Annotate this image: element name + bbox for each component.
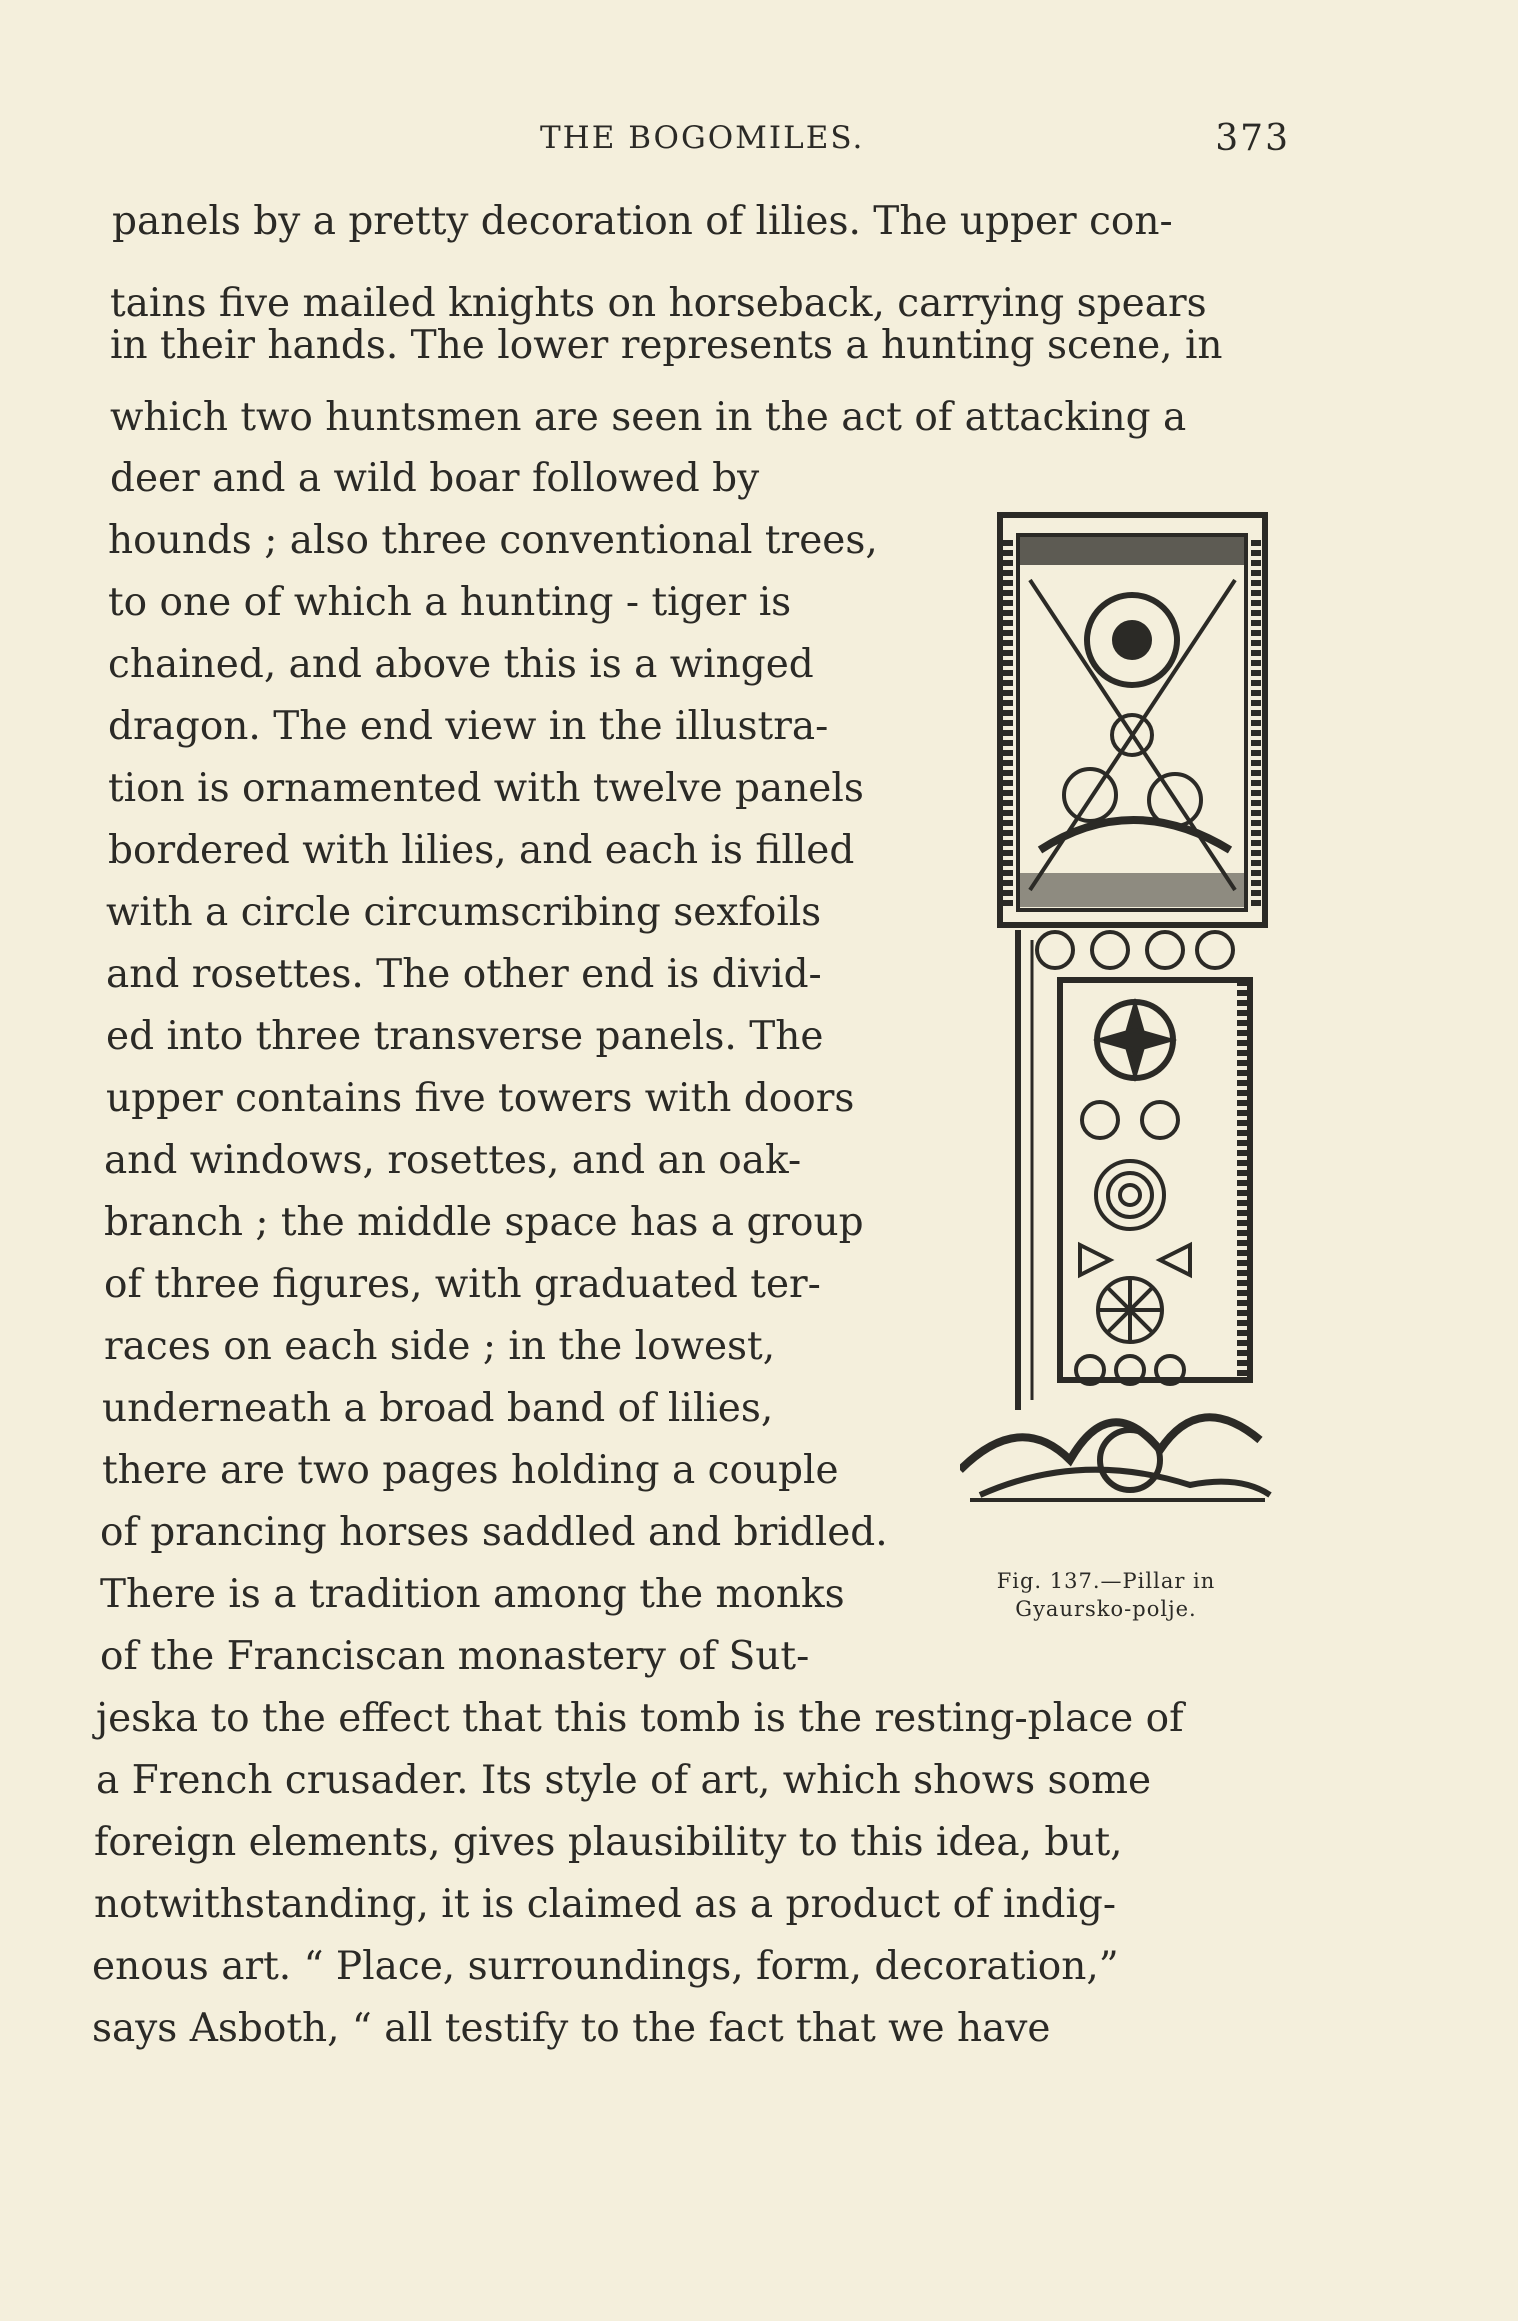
text-line: of prancing horses saddled and bridled.: [100, 1510, 888, 1555]
lower-band: [1020, 875, 1246, 905]
text-line: which two huntsmen are seen in the act of attacking a: [110, 395, 1187, 440]
triangle-ornament: [1080, 1245, 1110, 1275]
triangle-ornament: [1160, 1245, 1190, 1275]
rosette-circle: [1082, 1102, 1118, 1138]
rosette-circle: [1147, 932, 1183, 968]
rosette-circle: [1092, 932, 1128, 968]
text-line: notwithstanding, it is claimed as a product of indig-: [94, 1882, 1117, 1927]
text-line: enous art. “ Place, surroundings, form, decoration,”: [92, 1944, 1119, 1989]
pillar-engraving: [960, 510, 1280, 1510]
spiral-circle: [1120, 1185, 1140, 1205]
compass-star-point: [1100, 1030, 1170, 1050]
base-foliage: [960, 1417, 1260, 1470]
text-line: tion is ornamented with twelve panels: [108, 766, 864, 811]
pillar-illustration: [960, 510, 1280, 1510]
text-line: upper contains five towers with doors: [106, 1076, 855, 1121]
text-line: with a circle circumscribing sexfoils: [106, 890, 822, 935]
text-line: races on each side ; in the lowest,: [104, 1324, 776, 1369]
rosette-circle: [1037, 932, 1073, 968]
spiral-circle: [1108, 1173, 1152, 1217]
caption-line-2: Gyaursko-polje.: [1015, 1597, 1197, 1621]
text-line: and rosettes. The other end is divid-: [106, 952, 822, 997]
text-line: says Asboth, “ all testify to the fact that we have: [92, 2006, 1051, 2051]
lily-band: [1040, 820, 1230, 850]
text-line: panels by a pretty decoration of lilies. The upper con-: [112, 199, 1173, 244]
running-head: THE BOGOMILES.: [540, 120, 865, 156]
caption-line-1: Fig. 137.—Pillar in: [996, 1569, 1216, 1593]
text-line: ed into three transverse panels. The: [106, 1014, 824, 1059]
rosette-circle: [1197, 932, 1233, 968]
text-line: jeska to the effect that this tomb is the resting-place of: [96, 1696, 1184, 1741]
top-band: [1018, 535, 1246, 563]
text-line: underneath a broad band of lilies,: [102, 1386, 774, 1431]
text-line: there are two pages holding a couple: [102, 1448, 839, 1493]
text-line: There is a tradition among the monks: [100, 1572, 845, 1617]
text-line: bordered with lilies, and each is filled: [108, 828, 855, 873]
text-line: of three figures, with graduated ter-: [104, 1262, 821, 1307]
page-header: [100, 118, 1290, 168]
text-line: chained, and above this is a winged: [108, 642, 814, 687]
rosette-center: [1114, 622, 1150, 658]
rosette-circle: [1064, 769, 1116, 821]
text-line: tains five mailed knights on horseback, carrying spears: [110, 281, 1207, 326]
slab-outline: [1000, 515, 1265, 925]
rosette-circle: [1142, 1102, 1178, 1138]
figure-caption: [936, 1567, 1276, 1623]
text-line: branch ; the middle space has a group: [104, 1200, 864, 1245]
text-line: and windows, rosettes, and an oak-: [104, 1138, 802, 1183]
text-line: deer and a wild boar followed by: [110, 456, 760, 501]
text-line: in their hands. The lower represents a hunting scene, in: [110, 323, 1223, 368]
text-line: of the Franciscan monastery of Sut-: [100, 1634, 810, 1679]
text-line: hounds ; also three conventional trees,: [108, 518, 878, 563]
text-line: foreign elements, gives plausibility to this idea, but,: [94, 1820, 1123, 1865]
page-number: 373: [1215, 118, 1290, 159]
text-line: a French crusader. Its style of art, which shows some: [96, 1758, 1152, 1803]
text-line: dragon. The end view in the illustra-: [108, 704, 829, 749]
text-line: to one of which a hunting - tiger is: [108, 580, 792, 625]
base-rosette: [1100, 1430, 1160, 1490]
